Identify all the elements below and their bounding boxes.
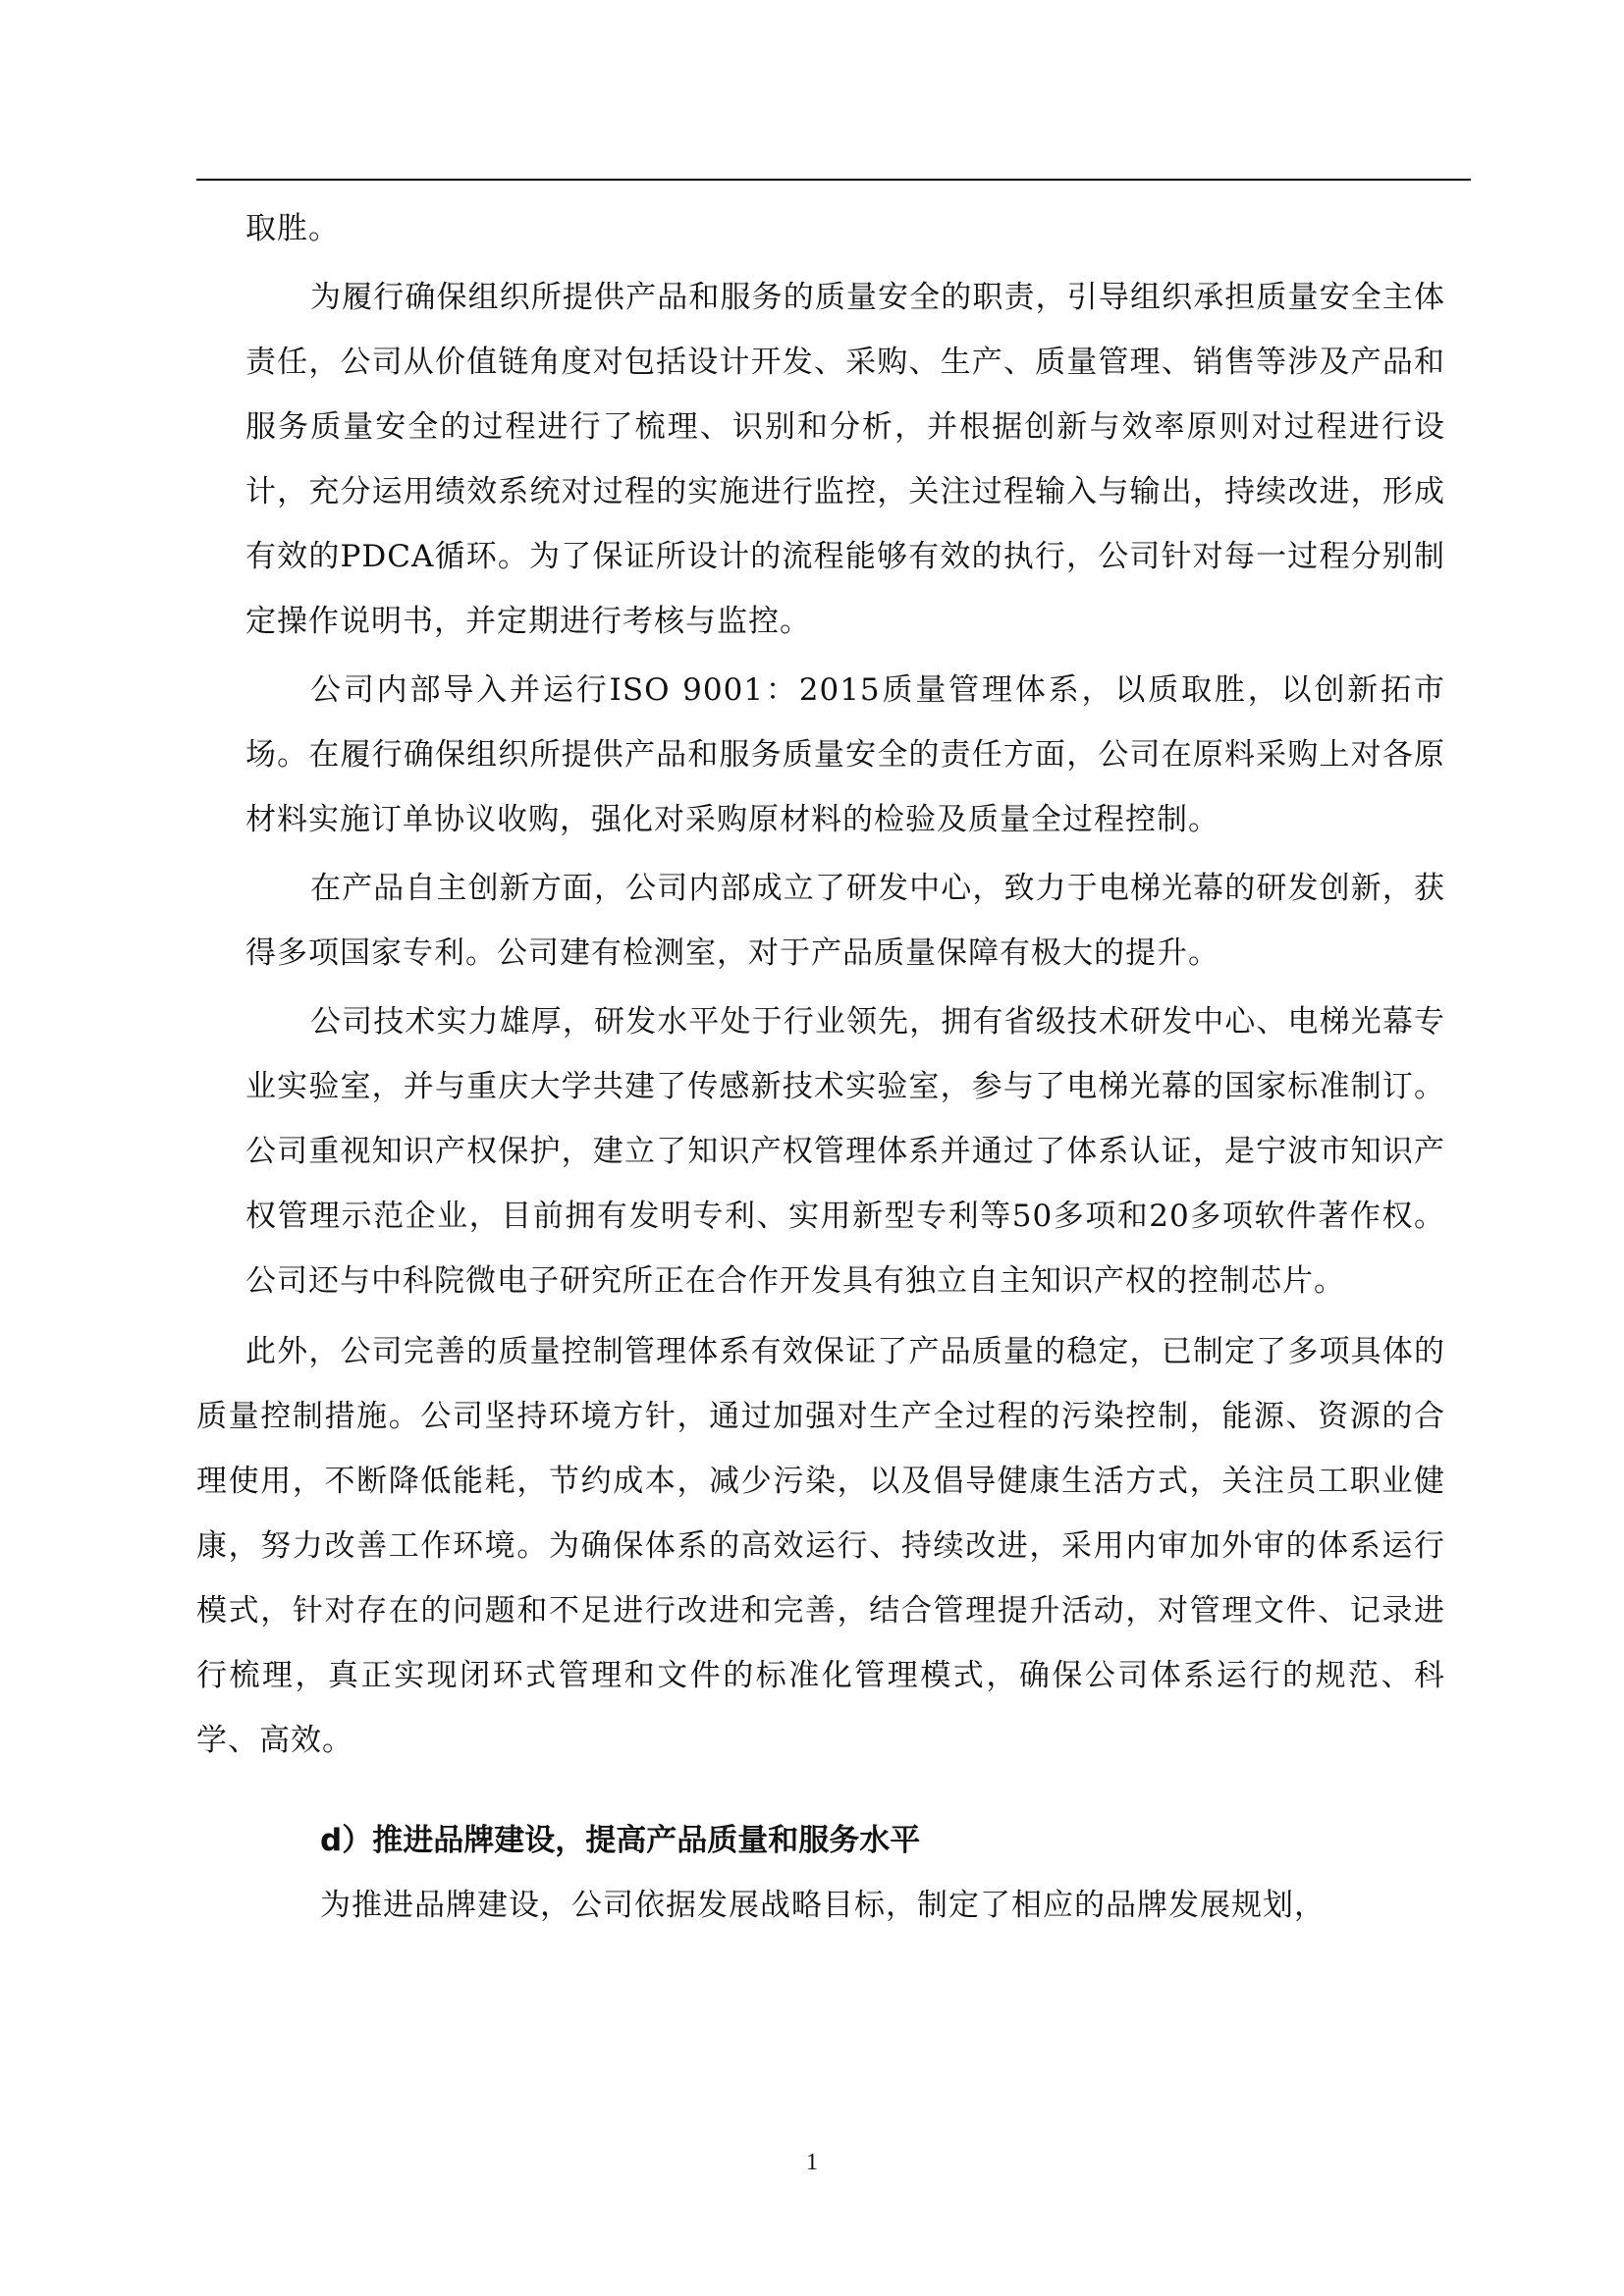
page-content: [196, 196, 1445, 1938]
paragraph-quality-control: 此外，公司完善的质量控制管理体系有效保证了产品质量的稳定，已制定了多项具体的质量控制措施。公司坚持环境方针，通过加强对生产全过程的污染控制，能源、资源的合理使用，不断降低能耗，节约成本，减少污染，以及倡导健康生活方式，关注员工职业健康，努力改善工作环境。为确保体系的高效运行、持续改进，采用内审加外审的体系运行模式，针对存在的问题和不足进行改进和完善，结合管理提升活动，对管理文件、记录进行梳理，真正实现闭环式管理和文件的标准化管理模式，确保公司体系运行的规范、科学、高效。: [196, 1334, 1445, 1758]
paragraph-continuation: 取胜。: [245, 211, 340, 246]
paragraph-process-management: 为履行确保组织所提供产品和服务的质量安全的职责，引导组织承担质量安全主体责任，公司从价值链角度对包括设计开发、采购、生产、质量管理、销售等涉及产品和服务质量安全的过程进行了梳理、识别和分析，并根据创新与效率原则对过程进行设计，充分运用绩效系统对过程的实施进行监控，关注过程输入与输出，持续改进，形成有效的PDCA循环。为了保证所设计的流程能够有效的执行，公司针对每一过程分别制定操作说明书，并定期进行考核与监控。: [245, 280, 1445, 639]
paragraph-iso-9001: 公司内部导入并运行ISO 9001：2015质量管理体系，以质取胜，以创新拓市场。在履行确保组织所提供产品和服务质量安全的责任方面，公司在原料采购上对各原材料实施订单协议收购，强化对采购原材料的检验及质量全过程控制。: [245, 672, 1445, 837]
page-number: 1: [806, 2150, 818, 2175]
paragraph-technology: 公司技术实力雄厚，研发水平处于行业领先，拥有省级技术研发中心、电梯光幕专业实验室，并与重庆大学共建了传感新技术实验室，参与了电梯光幕的国家标准制订。公司重视知识产权保护，建立了知识产权管理体系并通过了体系认证，是宁波市知识产权管理示范企业，目前拥有发明专利、实用新型专利等50多项和20多项软件著作权。公司还与中科院微电子研究所正在合作开发具有独立自主知识产权的控制芯片。: [245, 1004, 1445, 1299]
header-rule: [196, 179, 1471, 181]
paragraph-innovation: 在产品自主创新方面，公司内部成立了研发中心，致力于电梯光幕的研发创新，获得多项国家专利。公司建有检测室，对于产品质量保障有极大的提升。: [245, 871, 1445, 971]
paragraph-brand-building: 为推进品牌建设，公司依据发展战略目标，制定了相应的品牌发展规划，: [320, 1888, 1326, 1923]
section-heading-brand: d）推进品牌建设，提高产品质量和服务水平: [320, 1823, 921, 1858]
